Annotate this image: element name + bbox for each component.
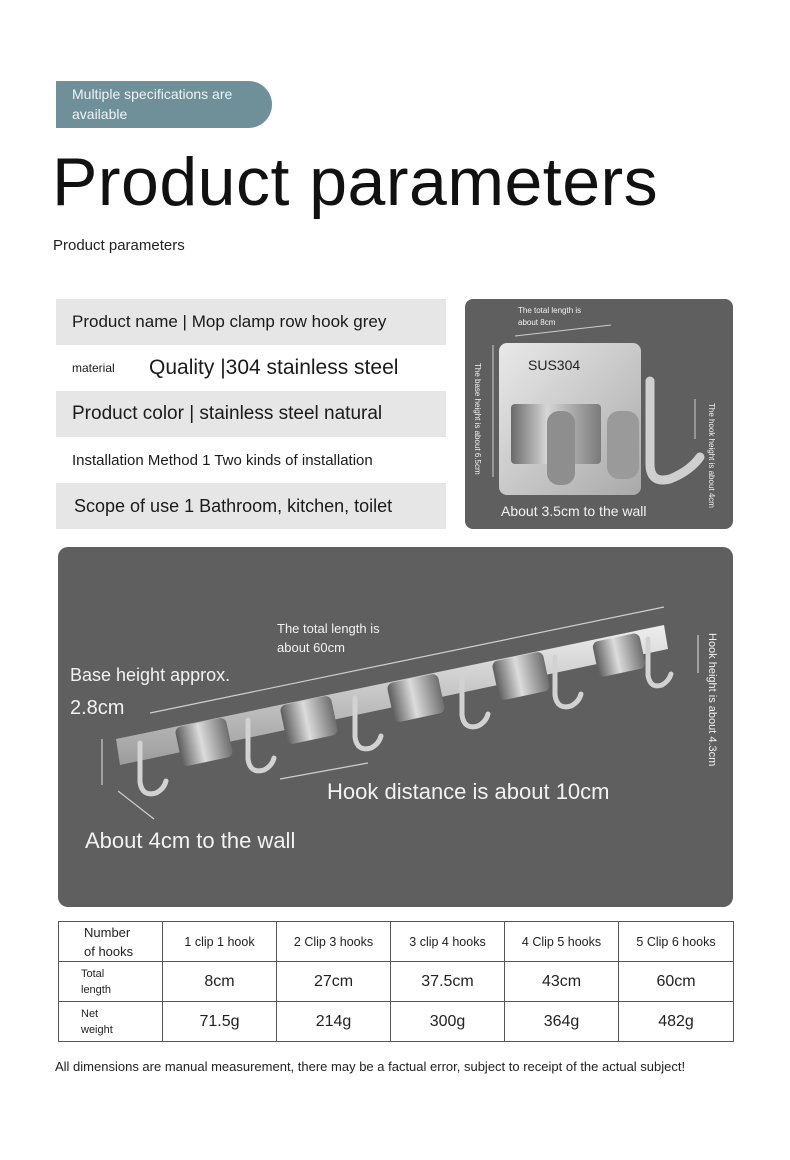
table-header-cell: 4 Clip 5 hooks bbox=[505, 922, 619, 962]
table-row-weight bbox=[59, 1002, 734, 1042]
spec-scope-text: Scope of use 1 Bathroom, kitchen, toilet bbox=[74, 495, 393, 516]
spec-material bbox=[56, 345, 446, 391]
table-header-cell: 3 clip 4 hooks bbox=[391, 922, 505, 962]
table-cell: 214g bbox=[277, 1002, 391, 1042]
small-base-height-label: The base height is about 6.5cm bbox=[473, 363, 482, 475]
spec-table bbox=[58, 921, 734, 1042]
big-hook-height-label bbox=[705, 633, 719, 767]
table-row-length bbox=[59, 962, 734, 1002]
small-hook-height-label bbox=[705, 403, 717, 508]
table-header-cell: 5 Clip 6 hooks bbox=[619, 922, 734, 962]
small-total-length-label bbox=[518, 305, 581, 329]
big-total-length-label bbox=[277, 619, 380, 657]
table-length-label bbox=[59, 962, 163, 1002]
table-header-row bbox=[59, 922, 734, 962]
spec-product-name-text: Product name | Mop clamp row hook grey bbox=[72, 312, 387, 331]
small-wall-distance-label: About 3.5cm to the wall bbox=[501, 503, 647, 519]
spec-badge bbox=[56, 81, 272, 128]
spec-material-label: material bbox=[72, 361, 115, 375]
table-cell: 482g bbox=[619, 1002, 734, 1042]
small-hook-height-line1: The hook height is bbox=[707, 403, 716, 469]
small-total-length-line1: The total length is bbox=[518, 306, 582, 315]
hook-distance-label: Hook distance is about 10cm bbox=[327, 779, 610, 804]
big-total-length-line2: about 60cm bbox=[277, 640, 345, 655]
rail-clip bbox=[491, 651, 550, 701]
table-weight-label-line1: Net bbox=[81, 1007, 99, 1020]
table-header-label-line2: of hooks bbox=[84, 943, 134, 959]
spec-product-color bbox=[56, 391, 446, 437]
spec-material-value: Quality |304 stainless steel bbox=[149, 356, 399, 379]
small-hook-height-line2: about 4cm bbox=[707, 470, 716, 508]
hook-distance-arrow bbox=[280, 763, 368, 779]
table-weight-label-line2: weight bbox=[81, 1023, 113, 1036]
spec-badge-text: Multiple specifications are available bbox=[72, 86, 233, 122]
table-cell: 60cm bbox=[619, 962, 734, 1002]
big-base-height-line1: Base height approx. bbox=[70, 665, 231, 685]
table-cell: 8cm bbox=[163, 962, 277, 1002]
product-photo-rail bbox=[58, 547, 733, 907]
table-cell: 27cm bbox=[277, 962, 391, 1002]
hook-shape bbox=[650, 381, 700, 480]
table-header-label bbox=[59, 922, 163, 962]
big-base-height-line2: 2.8cm bbox=[70, 697, 125, 719]
spec-installation-text: Installation Method 1 Two kinds of installation bbox=[72, 451, 373, 469]
table-length-label-line1: Total bbox=[81, 967, 105, 980]
table-header-label-line1: Number bbox=[84, 924, 131, 940]
clip-roller-left bbox=[547, 411, 575, 485]
table-weight-label bbox=[59, 1002, 163, 1042]
table-cell: 37.5cm bbox=[391, 962, 505, 1002]
page-title: Product parameters bbox=[52, 144, 659, 220]
big-hook-height-line1: Hook height is bbox=[706, 633, 718, 703]
rail-clip bbox=[386, 673, 445, 723]
table-length-label-line2: length bbox=[81, 983, 111, 996]
product-photo-single bbox=[465, 299, 733, 529]
rail-clip bbox=[279, 695, 338, 745]
table-cell: 300g bbox=[391, 1002, 505, 1042]
single-hook-illustration bbox=[465, 299, 733, 529]
material-mark: SUS304 bbox=[528, 357, 581, 373]
table-header-cell: 2 Clip 3 hooks bbox=[277, 922, 391, 962]
spec-product-name bbox=[56, 299, 446, 345]
big-wall-distance-label: About 4cm to the wall bbox=[85, 828, 296, 853]
page-subtitle: Product parameters bbox=[53, 237, 185, 254]
table-cell: 43cm bbox=[505, 962, 619, 1002]
big-hook-height-line2: about 4.3cm bbox=[706, 705, 718, 767]
spec-product-color-text: Product color | stainless steel natural bbox=[72, 403, 383, 424]
footnote: All dimensions are manual measurement, there may be a factual error, subject to receipt of the actual subject! bbox=[55, 1059, 686, 1074]
clip-roller-right bbox=[607, 411, 639, 479]
spec-scope bbox=[56, 483, 446, 529]
spec-installation bbox=[56, 437, 446, 483]
spec-list bbox=[56, 299, 446, 529]
table-cell: 364g bbox=[505, 1002, 619, 1042]
table-header-cell: 1 clip 1 hook bbox=[163, 922, 277, 962]
table-cell: 71.5g bbox=[163, 1002, 277, 1042]
big-base-height-label bbox=[70, 659, 230, 725]
small-total-length-line2: about 8cm bbox=[518, 318, 556, 327]
big-total-length-line1: The total length is bbox=[277, 621, 380, 636]
